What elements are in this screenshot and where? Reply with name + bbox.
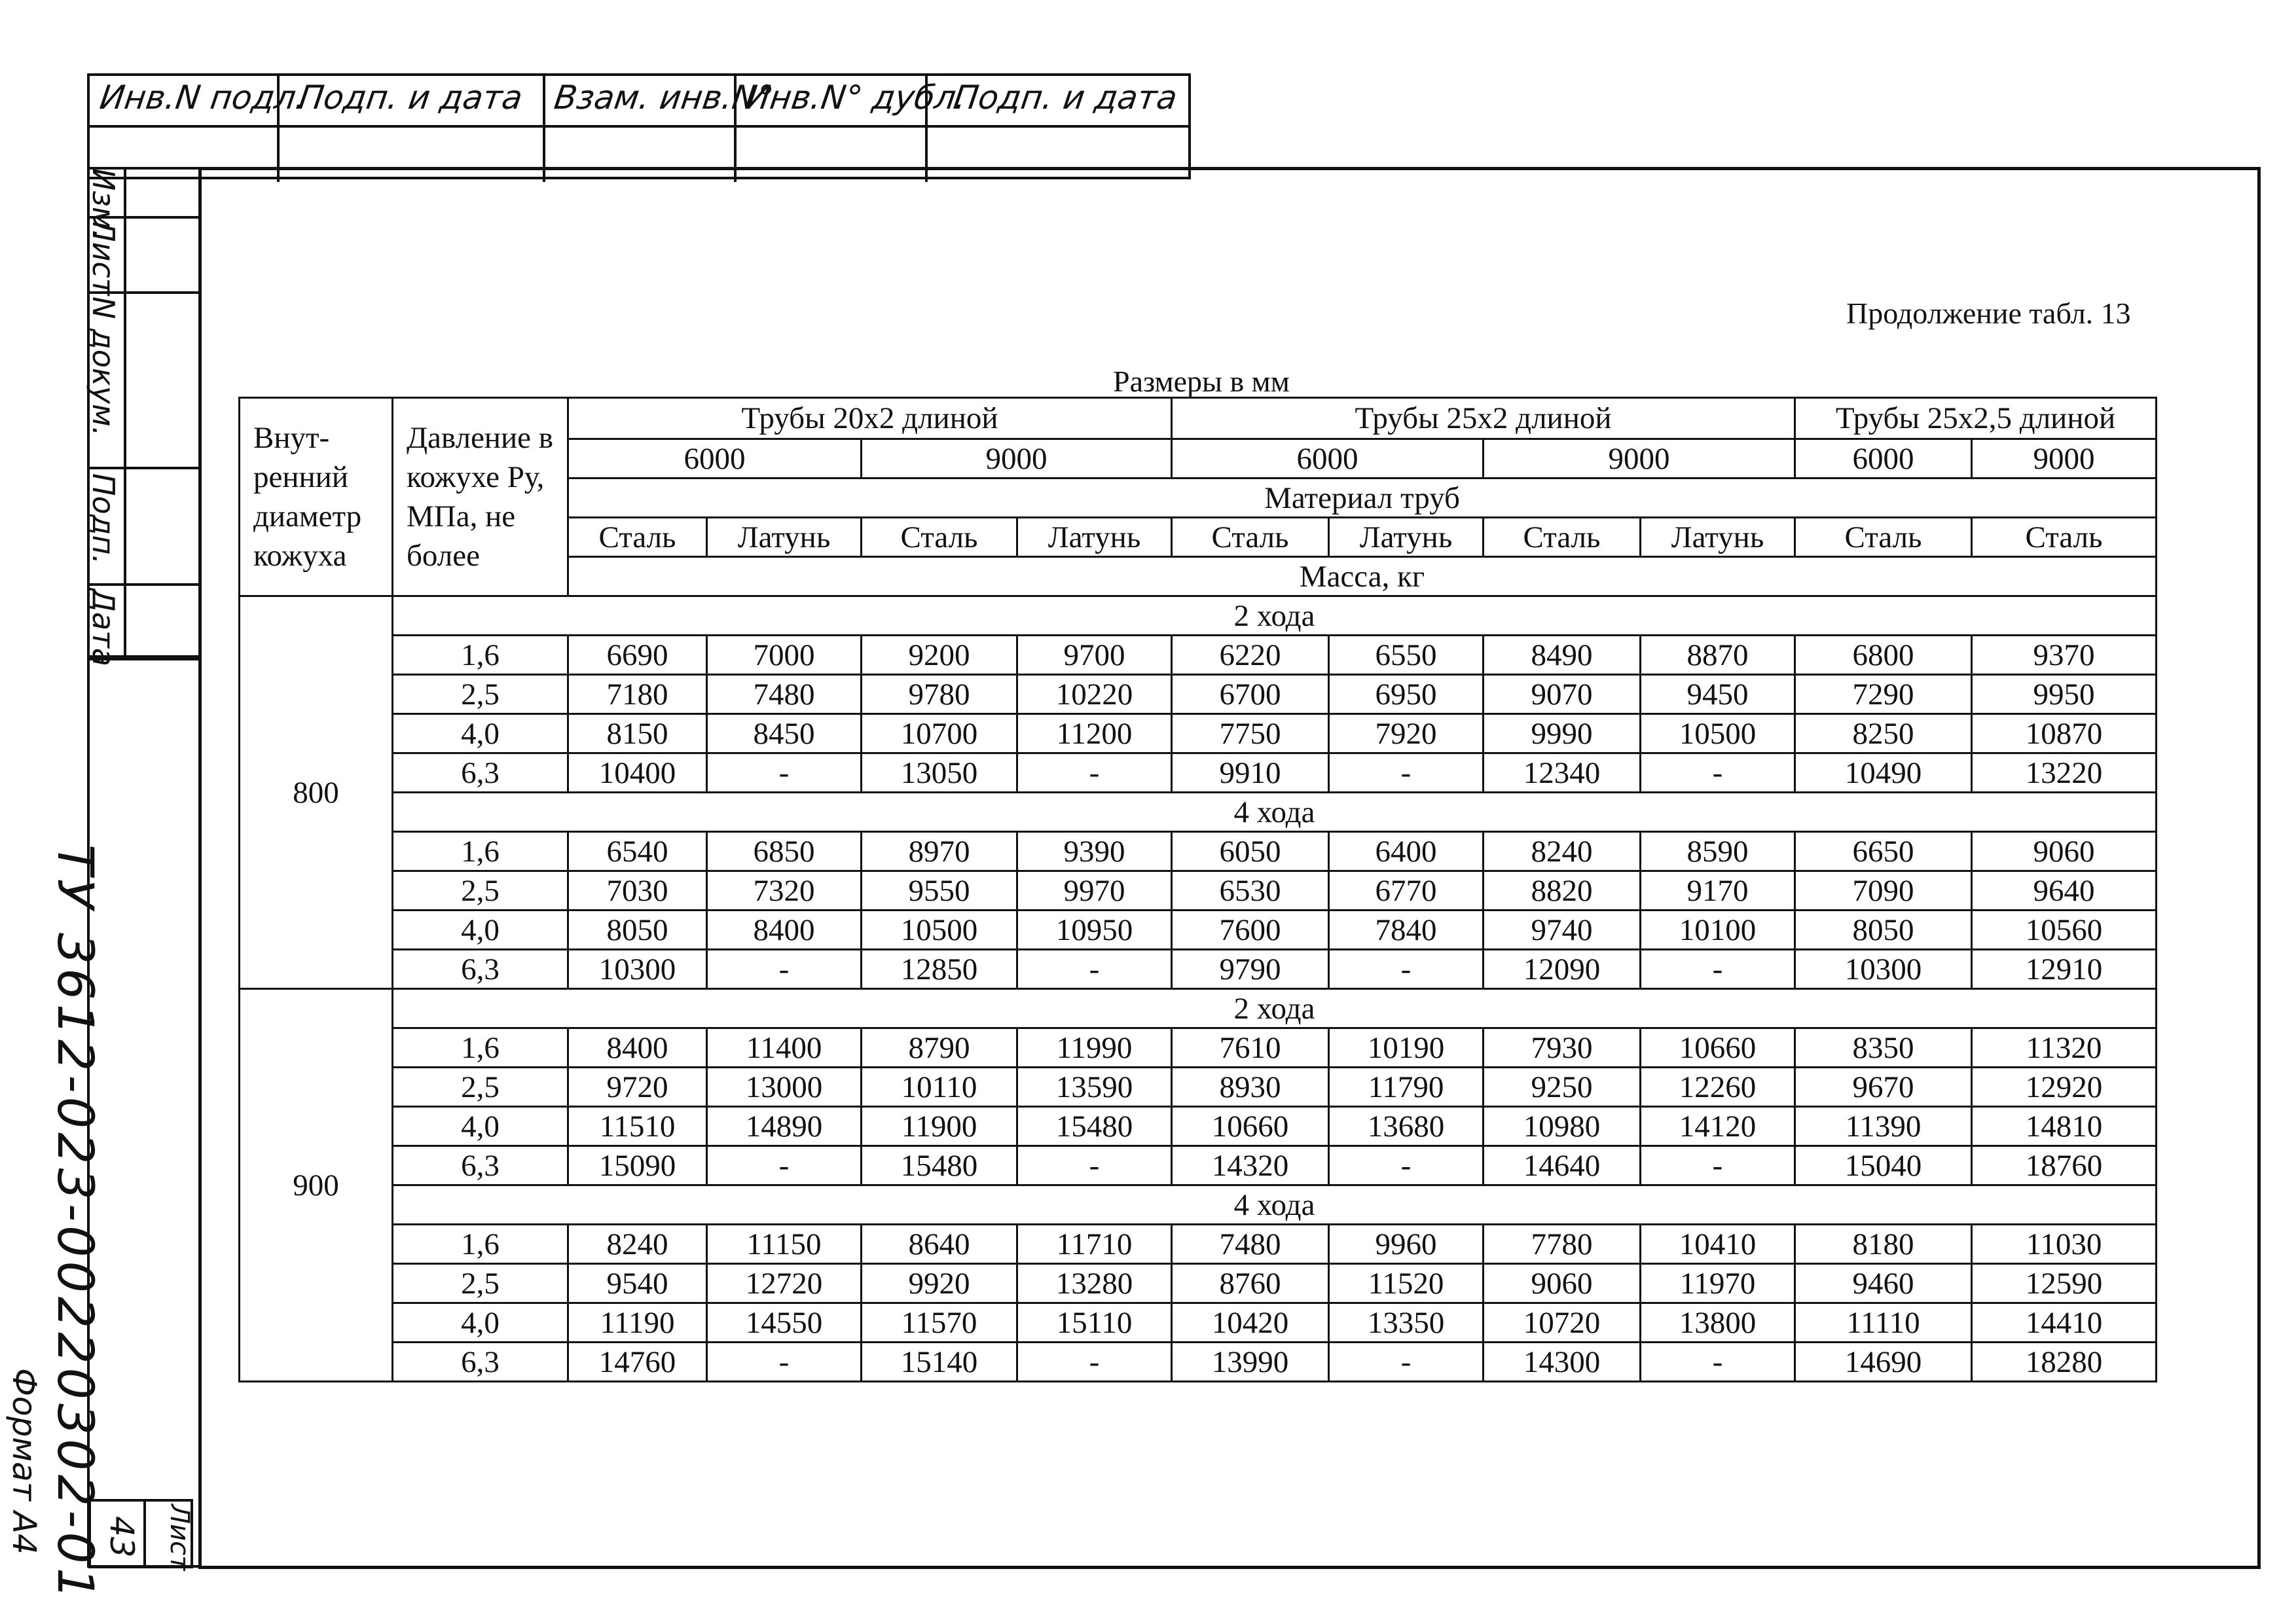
mass-value-cell: 10190 [1329, 1028, 1484, 1068]
mass-value-cell: 9910 [1172, 753, 1329, 793]
mass-value-cell: 8400 [707, 911, 862, 950]
mass-value-cell: 10490 [1795, 753, 1972, 793]
pressure-cell: 4,0 [393, 714, 568, 753]
header-material-type: Латунь [707, 518, 862, 557]
mass-value-cell: 8180 [1795, 1225, 1972, 1264]
pressure-cell: 4,0 [393, 911, 568, 950]
mass-value-cell: 11400 [707, 1028, 862, 1068]
table-row [240, 714, 2157, 753]
mass-value-cell: 9740 [1484, 911, 1641, 950]
revision-row-divider [87, 583, 198, 586]
mass-value-cell: - [1017, 1146, 1172, 1185]
mass-value-cell: 7030 [568, 871, 707, 911]
table-row [240, 832, 2157, 871]
mass-value-cell: 11190 [568, 1303, 707, 1343]
mass-value-cell: 10420 [1172, 1303, 1329, 1343]
sidebar-label-n-dokum: N докум. [86, 297, 121, 437]
mass-value-cell: 15040 [1795, 1146, 1972, 1185]
mass-value-cell: 11150 [707, 1225, 862, 1264]
stamp-label-vzam-inv: Взам. инв.N° [551, 79, 776, 117]
mass-value-cell: 9450 [1641, 675, 1795, 714]
stamp-cell-inv-podl [90, 76, 309, 182]
header-length: 9000 [1484, 439, 1795, 478]
pressure-cell: 2,5 [393, 871, 568, 911]
header-length: 9000 [862, 439, 1172, 478]
inner-diameter-cell: 900 [240, 989, 393, 1382]
mass-value-cell: 9960 [1329, 1225, 1484, 1264]
mass-value-cell: 9200 [862, 636, 1017, 675]
mass-value-cell: 11710 [1017, 1225, 1172, 1264]
mass-value-cell: - [707, 1343, 862, 1382]
mass-value-cell: 9990 [1484, 714, 1641, 753]
mass-value-cell: 10100 [1641, 911, 1795, 950]
mass-value-cell: 11990 [1017, 1028, 1172, 1068]
stamp-label-inv-dubl: Инв.N° дубл. [742, 79, 969, 117]
mass-value-cell: 11320 [1972, 1028, 2157, 1068]
pressure-cell: 2,5 [393, 675, 568, 714]
mass-value-cell: 11970 [1641, 1264, 1795, 1303]
header-material-type: Сталь [1484, 518, 1641, 557]
mass-value-cell: - [1641, 753, 1795, 793]
mass-value-cell: 7780 [1484, 1225, 1641, 1264]
mass-value-cell: 14760 [568, 1343, 707, 1382]
header-material-type: Сталь [1972, 518, 2157, 557]
mass-value-cell: 12260 [1641, 1068, 1795, 1107]
passes-title-cell: 2 хода [393, 989, 2157, 1028]
mass-value-cell: 11900 [862, 1107, 1017, 1146]
mass-value-cell: 8970 [862, 832, 1017, 871]
table-row [240, 1225, 2157, 1264]
mass-value-cell: 9670 [1795, 1068, 1972, 1107]
mass-value-cell: 11520 [1329, 1264, 1484, 1303]
mass-value-cell: 6050 [1172, 832, 1329, 871]
block-title-row [240, 596, 2157, 636]
mass-value-cell: 10870 [1972, 714, 2157, 753]
mass-value-cell: - [707, 950, 862, 989]
pressure-cell: 1,6 [393, 832, 568, 871]
header-material-type: Сталь [1172, 518, 1329, 557]
mass-value-cell: 10110 [862, 1068, 1017, 1107]
mass-value-cell: 10700 [862, 714, 1017, 753]
mass-value-cell: 9640 [1972, 871, 2157, 911]
mass-table-body [240, 596, 2157, 1382]
mass-value-cell: 12340 [1484, 753, 1641, 793]
mass-value-cell: 10300 [568, 950, 707, 989]
mass-value-cell: 14810 [1972, 1107, 2157, 1146]
mass-value-cell: 6950 [1329, 675, 1484, 714]
mass-value-cell: 7600 [1172, 911, 1329, 950]
table-row [240, 911, 2157, 950]
mass-value-cell: 12590 [1972, 1264, 2157, 1303]
table-row [240, 1028, 2157, 1068]
mass-value-cell: - [1641, 1343, 1795, 1382]
mass-value-cell: 8870 [1641, 636, 1795, 675]
sidebar-label-data: Дата [86, 588, 121, 667]
mass-value-cell: 15480 [1017, 1107, 1172, 1146]
mass-value-cell: 13280 [1017, 1264, 1172, 1303]
header-material-type: Латунь [1329, 518, 1484, 557]
mass-value-cell: 8450 [707, 714, 862, 753]
mass-value-cell: 7840 [1329, 911, 1484, 950]
mass-value-cell: 14120 [1641, 1107, 1795, 1146]
mass-value-cell: 15480 [862, 1146, 1017, 1185]
sidebar-label-podp: Подп. [86, 473, 121, 565]
header-length: 9000 [1972, 439, 2157, 478]
header-group-25x2: Трубы 25х2 длиной [1172, 398, 1795, 439]
mass-value-cell: 13050 [862, 753, 1017, 793]
table-row [240, 1146, 2157, 1185]
mass-value-cell: 6850 [707, 832, 862, 871]
block-title-row [240, 1185, 2157, 1225]
mass-value-cell: 8050 [1795, 911, 1972, 950]
sidebar-label-izm: Изм. [86, 168, 121, 240]
mass-value-cell: 8490 [1484, 636, 1641, 675]
mass-value-cell: 10660 [1641, 1028, 1795, 1068]
mass-value-cell: 8790 [862, 1028, 1017, 1068]
pressure-cell: 1,6 [393, 1028, 568, 1068]
mass-value-cell: 13000 [707, 1068, 862, 1107]
mass-value-cell: 12920 [1972, 1068, 2157, 1107]
header-material-type: Сталь [862, 518, 1017, 557]
mass-value-cell: 18760 [1972, 1146, 2157, 1185]
stamp-cell-vzam-inv [543, 76, 776, 182]
mass-value-cell: 12910 [1972, 950, 2157, 989]
mass-value-cell: 11200 [1017, 714, 1172, 753]
mass-value-cell: - [1017, 950, 1172, 989]
header-group-20x2: Трубы 20х2 длиной [568, 398, 1172, 439]
mass-value-cell: 6220 [1172, 636, 1329, 675]
mass-value-cell: 9170 [1641, 871, 1795, 911]
mass-value-cell: - [1329, 753, 1484, 793]
mass-value-cell: 11110 [1795, 1303, 1972, 1343]
mass-value-cell: 14690 [1795, 1343, 1972, 1382]
format-label: Формат А4 [5, 1368, 43, 1555]
mass-value-cell: 9370 [1972, 636, 2157, 675]
revision-row-divider [87, 467, 198, 469]
mass-value-cell: 10560 [1972, 911, 2157, 950]
stamp-cell-podp-data-2 [925, 76, 1191, 182]
pressure-cell: 2,5 [393, 1068, 568, 1107]
pressure-cell: 6,3 [393, 950, 568, 989]
stamp-label-podp-data-2: Подп. и дата [951, 79, 1180, 117]
mass-value-cell: 7320 [707, 871, 862, 911]
mass-value-cell: 7290 [1795, 675, 1972, 714]
mass-value-cell: - [707, 753, 862, 793]
mass-value-cell: 8640 [862, 1225, 1017, 1264]
sidebar-label-list: Лист [86, 219, 121, 296]
mass-value-cell: 6550 [1329, 636, 1484, 675]
mass-value-cell: 10500 [1641, 714, 1795, 753]
pressure-cell: 1,6 [393, 636, 568, 675]
header-pressure: Давление в кожухе Ру, МПа, не более [393, 398, 568, 596]
mass-value-cell: 8590 [1641, 832, 1795, 871]
mass-value-cell: 7750 [1172, 714, 1329, 753]
header-material-type: Латунь [1017, 518, 1172, 557]
block-title-row [240, 793, 2157, 832]
mass-value-cell: 8250 [1795, 714, 1972, 753]
table-row [240, 950, 2157, 989]
mass-value-cell: 11390 [1795, 1107, 1972, 1146]
mass-value-cell: 7180 [568, 675, 707, 714]
mass-value-cell: 8760 [1172, 1264, 1329, 1303]
mass-value-cell: 8350 [1795, 1028, 1972, 1068]
mass-value-cell: 14320 [1172, 1146, 1329, 1185]
mass-value-cell: 12850 [862, 950, 1017, 989]
sheet-label: Лист [164, 1504, 194, 1571]
mass-value-cell: 10720 [1484, 1303, 1641, 1343]
mass-value-cell: 6700 [1172, 675, 1329, 714]
mass-value-cell: 7000 [707, 636, 862, 675]
mass-value-cell: 10410 [1641, 1225, 1795, 1264]
mass-value-cell: 6800 [1795, 636, 1972, 675]
mass-value-cell: 13590 [1017, 1068, 1172, 1107]
mass-value-cell: 9780 [862, 675, 1017, 714]
mass-value-cell: 9700 [1017, 636, 1172, 675]
mass-value-cell: 9720 [568, 1068, 707, 1107]
stamp-cell-inv-dubl [734, 76, 969, 182]
mass-value-cell: 13220 [1972, 753, 2157, 793]
pressure-cell: 2,5 [393, 1264, 568, 1303]
table-row [240, 675, 2157, 714]
passes-title-cell: 2 хода [393, 596, 2157, 636]
mass-value-cell: 9070 [1484, 675, 1641, 714]
mass-value-cell: 10980 [1484, 1107, 1641, 1146]
mass-value-cell: 9920 [862, 1264, 1017, 1303]
mass-value-cell: 14640 [1484, 1146, 1641, 1185]
mass-value-cell: 7930 [1484, 1028, 1641, 1068]
mass-value-cell: 6400 [1329, 832, 1484, 871]
mass-value-cell: 11510 [568, 1107, 707, 1146]
pressure-cell: 6,3 [393, 753, 568, 793]
header-material: Материал труб [568, 478, 2157, 518]
table-row [240, 1343, 2157, 1382]
mass-value-cell: 10300 [1795, 950, 1972, 989]
table-row [240, 1068, 2157, 1107]
mass-value-cell: - [1329, 1343, 1484, 1382]
table-row [240, 1303, 2157, 1343]
mass-value-cell: 6690 [568, 636, 707, 675]
mass-value-cell: 6530 [1172, 871, 1329, 911]
mass-value-cell: - [1329, 1146, 1484, 1185]
mass-value-cell: 18280 [1972, 1343, 2157, 1382]
continuation-title: Продолжение табл. 13 [1846, 297, 2131, 330]
mass-value-cell: 8240 [1484, 832, 1641, 871]
mass-value-cell: 10660 [1172, 1107, 1329, 1146]
mass-value-cell: - [1641, 1146, 1795, 1185]
header-length: 6000 [1795, 439, 1972, 478]
mass-value-cell: 6650 [1795, 832, 1972, 871]
header-material-type: Сталь [1795, 518, 1972, 557]
mass-value-cell: 6540 [568, 832, 707, 871]
header-material-type: Сталь [568, 518, 707, 557]
table-row [240, 753, 2157, 793]
mass-value-cell: 8930 [1172, 1068, 1329, 1107]
mass-value-cell: 10950 [1017, 911, 1172, 950]
pressure-cell: 6,3 [393, 1146, 568, 1185]
mass-value-cell: 15090 [568, 1146, 707, 1185]
passes-title-cell: 4 хода [393, 793, 2157, 832]
mass-value-cell: 14410 [1972, 1303, 2157, 1343]
mass-value-cell: 15110 [1017, 1303, 1172, 1343]
sheet-number-box [88, 1499, 194, 1571]
stamp-label-podp-data-1: Подп. и дата [296, 79, 525, 117]
mass-value-cell: 14890 [707, 1107, 862, 1146]
mass-value-cell: 9950 [1972, 675, 2157, 714]
mass-value-cell: 10500 [862, 911, 1017, 950]
mass-value-cell: - [1017, 1343, 1172, 1382]
mass-value-cell: 10400 [568, 753, 707, 793]
table-row [240, 871, 2157, 911]
mass-value-cell: 10220 [1017, 675, 1172, 714]
mass-value-cell: 7480 [707, 675, 862, 714]
sizes-note: Размеры в мм [1113, 365, 1290, 398]
mass-value-cell: 8050 [568, 911, 707, 950]
sheet-number: 43 [103, 1516, 141, 1558]
header-row-groups [240, 398, 2157, 439]
mass-value-cell: 9550 [862, 871, 1017, 911]
mass-value-cell: 7480 [1172, 1225, 1329, 1264]
mass-value-cell: 14550 [707, 1303, 862, 1343]
mass-value-cell: 15140 [862, 1343, 1017, 1382]
block-title-row [240, 989, 2157, 1028]
header-group-25x25: Трубы 25х2,5 длиной [1795, 398, 2157, 439]
mass-value-cell: 14300 [1484, 1343, 1641, 1382]
inner-diameter-cell: 800 [240, 596, 393, 989]
mass-value-cell: 11790 [1329, 1068, 1484, 1107]
mass-value-cell: 9060 [1972, 832, 2157, 871]
mass-value-cell: 12090 [1484, 950, 1641, 989]
header-mass: Масса, кг [568, 557, 2157, 596]
pressure-cell: 1,6 [393, 1225, 568, 1264]
mass-value-cell: 12720 [707, 1264, 862, 1303]
table-row [240, 1107, 2157, 1146]
mass-value-cell: 9250 [1484, 1068, 1641, 1107]
pressure-cell: 6,3 [393, 1343, 568, 1382]
document-code: ТУ 3612-023-00220302-01 [46, 844, 105, 1604]
pressure-cell: 4,0 [393, 1303, 568, 1343]
pressure-cell: 4,0 [393, 1107, 568, 1146]
mass-value-cell: 11570 [862, 1303, 1017, 1343]
mass-value-cell: 7920 [1329, 714, 1484, 753]
mass-value-cell: 11030 [1972, 1225, 2157, 1264]
mass-value-cell: 13350 [1329, 1303, 1484, 1343]
mass-value-cell: 9790 [1172, 950, 1329, 989]
stamp-label-inv-podl: Инв.N подл. [97, 79, 309, 117]
mass-value-cell: - [1641, 950, 1795, 989]
mass-table [238, 397, 2157, 1382]
mass-value-cell: 13990 [1172, 1343, 1329, 1382]
mass-value-cell: 9060 [1484, 1264, 1641, 1303]
mass-value-cell: 8400 [568, 1028, 707, 1068]
mass-value-cell: 13680 [1329, 1107, 1484, 1146]
mass-value-cell: 8820 [1484, 871, 1641, 911]
sheet-box-divider [143, 1502, 146, 1566]
header-length: 6000 [568, 439, 862, 478]
stamp-cell-podp-data-1 [277, 76, 543, 182]
mass-table-head [240, 398, 2157, 596]
mass-value-cell: 7610 [1172, 1028, 1329, 1068]
mass-value-cell: - [1329, 950, 1484, 989]
mass-value-cell: 9460 [1795, 1264, 1972, 1303]
mass-value-cell: - [1017, 753, 1172, 793]
mass-value-cell: 13800 [1641, 1303, 1795, 1343]
mass-value-cell: - [707, 1146, 862, 1185]
mass-value-cell: 8150 [568, 714, 707, 753]
header-material-type: Латунь [1641, 518, 1795, 557]
approval-stamp-strip [87, 73, 1191, 179]
mass-value-cell: 7090 [1795, 871, 1972, 911]
mass-value-cell: 9390 [1017, 832, 1172, 871]
header-length: 6000 [1172, 439, 1484, 478]
mass-value-cell: 8240 [568, 1225, 707, 1264]
passes-title-cell: 4 хода [393, 1185, 2157, 1225]
table-row [240, 1264, 2157, 1303]
header-inner-diameter: Внут-ренний диаметр кожуха [240, 398, 393, 596]
mass-value-cell: 9970 [1017, 871, 1172, 911]
mass-value-cell: 6770 [1329, 871, 1484, 911]
table-row [240, 636, 2157, 675]
mass-value-cell: 9540 [568, 1264, 707, 1303]
